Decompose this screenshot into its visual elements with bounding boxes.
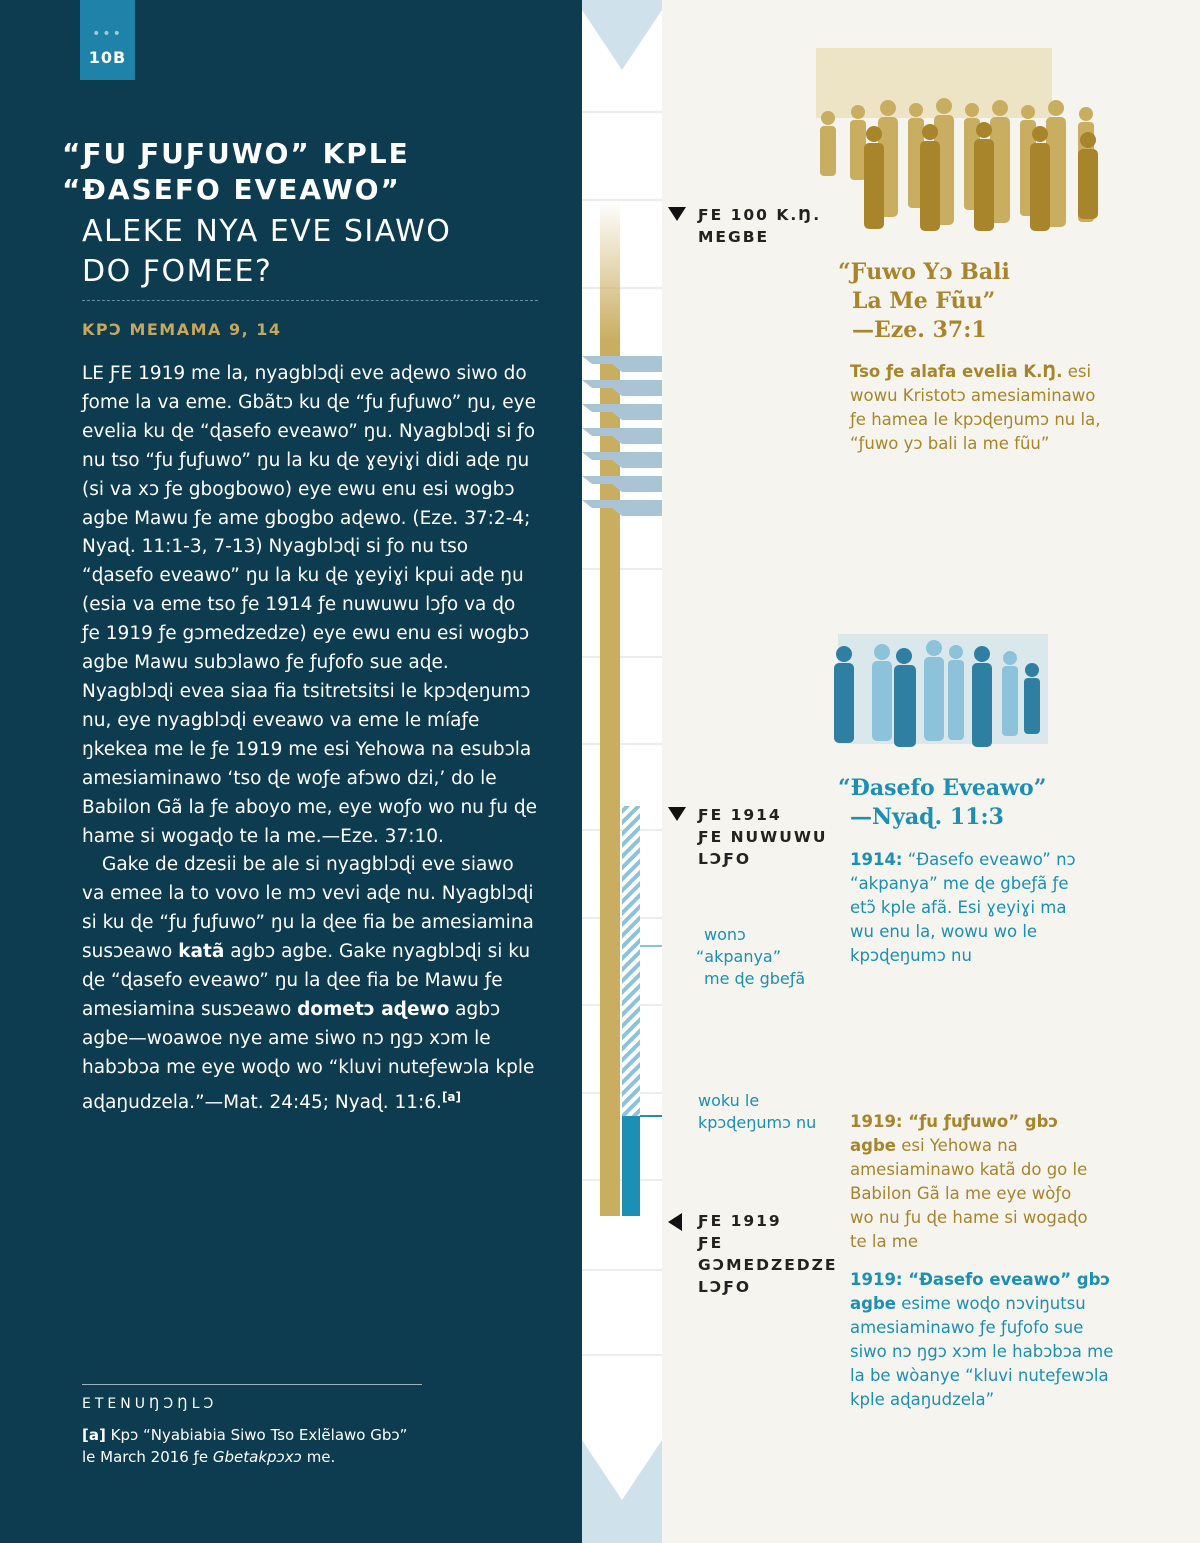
witnesses-title-line: “Ɖasefo Eveawo”	[838, 775, 1047, 801]
sackcloth-label-line: “akpanya”	[696, 947, 782, 966]
paragraph-reference: KPƆ MEMAMA 9, 14	[82, 320, 282, 339]
timeline-gold-fade	[600, 200, 620, 340]
marker-label: ƑE 100 K.Ŋ.	[698, 206, 822, 224]
witnesses-desc-bold: 1914:	[850, 850, 903, 869]
body-paragraph-2	[82, 851, 538, 1117]
witnesses-description	[850, 848, 1080, 968]
footnote-item	[82, 1424, 422, 1468]
emphasis-all: katã	[178, 941, 225, 963]
title-line-2: “ƉASEFO EVEAWO”	[62, 173, 401, 206]
witnesses-illustration	[822, 630, 1062, 750]
timeline-strip	[582, 0, 662, 1543]
subtitle-line-2: DO ƑOMEE?	[82, 254, 273, 289]
witnesses-1919-bold: agbe	[850, 1294, 896, 1313]
witnesses-desc-text: “Ɖasefo eveawo” nɔ “akpanya” me ɖe gbeƒã ƒe etɔ̃ kple afã. Esi ɣeyiɣi ma wu enu la, wowu wo le kpɔɖeŋumɔ nu	[850, 850, 1076, 965]
tab-dots: •••	[92, 26, 123, 42]
sackcloth-label-line: me ɖe gbeƒã	[704, 969, 806, 988]
marker-label: LƆƑO	[698, 1278, 752, 1296]
article-panel	[0, 0, 582, 1543]
bones-1919-bold: 1919: “ƒu ƒuƒuwo” gbɔ agbe	[850, 1112, 1059, 1155]
page-subtitle	[82, 212, 451, 292]
witnesses-scripture: —Nyaɖ. 11:3	[850, 804, 1004, 830]
bones-title	[838, 258, 1010, 345]
marker-label: ƑE 1914	[698, 806, 782, 824]
timeline-gold-bar	[600, 340, 620, 1216]
marker-label: LƆƑO	[698, 850, 752, 868]
body-text-run: agbɔ agbe—woawoe nye ame siwo nɔ ŋgɔ xɔm le habɔbɔa me eye woɖo wo “kluvi nuteƒewɔla kple aɖaŋudzela.”—Mat. 24:45; Nyaɖ. 11:6.	[82, 998, 535, 1113]
timeline-background	[582, 0, 662, 1543]
bones-1919-event	[850, 1110, 1100, 1254]
killed-label-line: woku le	[698, 1091, 760, 1110]
footnote-link[interactable]: [a]	[441, 1089, 462, 1104]
killed-label	[698, 1090, 816, 1134]
footnote-text: Kpɔ “Nyabiabia Siwo Tso Exlẽlawo Gbɔ” le March 2016 ƒe	[82, 1426, 408, 1466]
article-body	[82, 360, 538, 1118]
footnote-publication: Gbetakpɔxɔ	[212, 1448, 302, 1466]
emphasis-some: dometɔ aɖewo	[297, 998, 450, 1020]
witnesses-1919-text: esime woɖo nɔviŋutsu amesiaminawo ƒe ƒuƒofo sue siwo nɔ ŋgɔ xɔm le habɔbɔa me la be wòanye “kluvi nuteƒewɔla kple aɖaŋudzela”	[850, 1294, 1114, 1409]
tab-label: 10B	[88, 48, 127, 67]
sackcloth-label	[696, 924, 805, 990]
down-triangle-icon	[668, 207, 686, 221]
marker-label: ƑE	[698, 1234, 724, 1252]
body-text-run: Gake de dzesii be ale si nyagblɔɖi eve siawo va emee la to vovo le mɔ vevi aɖe nu. Nyagblɔɖi si ku ɖe “ƒu ƒuƒuwo” ŋu la ɖee fia be amesiamina susɔeawo	[82, 854, 534, 963]
marker-label: GƆMEDZEDZE	[698, 1256, 838, 1274]
killed-label-line: kpɔɖeŋumɔ nu	[698, 1113, 817, 1132]
body-paragraph-1: LE ƑE 1919 me la, nyagblɔɖi eve aɖewo siwo do ƒome la va eme. Gbãtɔ ku ɖe “ƒu ƒuƒuwo” ŋu, eye evelia ku ɖe “ɖasefo eveawo” ŋu. Nyagblɔɖi si ƒo nu tso “ƒu ƒuƒuwo” ŋu la ku ɖe ɣeyiɣi didi aɖe ŋu (si va xɔ ƒe gbogbowo) eye ewu enu esi wogbɔ agbe Mawu ƒe ame gbogbo aɖewo. (Eze. 37:2-4; Nyaɖ. 11:1-3, 7-13) Nyagblɔɖi si ƒo nu tso “ɖasefo eveawo” ŋu la ku ɖe ɣeyiɣi kpui aɖe ŋu (esia va eme tso ƒe 1914 ƒe nuwuwu lɔƒo va ɖo ƒe 1919 ƒe gɔmedzedze) eye ewu enu esi wogbɔ agbe Mawu subɔlawo ƒe ƒuƒofo sue aɖe. Nyagblɔɖi evea siaa fia tsitretsitsi le kpɔɖeŋumɔ nu, eye nyagblɔɖi eveawo va eme le míaƒe ŋkekea me le ƒe 1919 me esi Yehowa na esubɔla amesiaminawo ‘tso ɖe woƒe afɔwo dzi,’ do le Babilon Gã la ƒe aboyo me, eye woƒo wo nu ƒu ɖe hame si wogaɖo te la me.—Eze. 37:10.	[82, 363, 538, 847]
marker-label: ƑE NUWUWU	[698, 828, 828, 846]
bones-1919-text: esi Yehowa na amesiaminawo katã do go le Babilon Gã la me eye wòƒo wo nu ƒu ɖe hame si wogaɖo te la me	[850, 1136, 1088, 1251]
bones-description	[850, 360, 1110, 456]
marker-label: ƑE 1919	[698, 1212, 782, 1230]
footnote-divider	[82, 1384, 422, 1385]
timeline-killed-period	[622, 1116, 640, 1216]
witnesses-1919-bold: 1919: “Ɖasefo eveawo” gbɔ	[850, 1270, 1111, 1289]
down-triangle-icon	[668, 807, 686, 821]
title-line-1: “ƑU ƑUƑUWO” KPLE	[62, 137, 410, 170]
left-triangle-icon	[668, 1213, 682, 1231]
bones-title-line: La Me Fũu”	[852, 288, 996, 314]
footnote-ref: [a]	[82, 1426, 106, 1444]
bones-desc-bold: Tso ƒe alafa evelia K.Ŋ.	[850, 362, 1063, 381]
crowd-illustration	[788, 48, 1108, 234]
footnote-text: me.	[301, 1448, 336, 1466]
bones-title-line: “Ƒuwo Yɔ Bali	[838, 259, 1010, 285]
marker-label: MEGBE	[698, 228, 770, 246]
witnesses-1919-event	[850, 1268, 1120, 1412]
sackcloth-label-line: wonɔ	[704, 925, 746, 944]
body-text-run: agbɔ agbe. Gake nyagblɔɖi si ku ɖe “ɖasefo eveawo” ŋu la ɖee fia be Mawu ƒe amesiamina susɔeawo	[82, 941, 531, 1020]
subtitle-line-1: ALEKE NYA EVE SIAWO	[82, 214, 452, 249]
bones-scripture: —Eze. 37:1	[852, 317, 987, 343]
page-title	[62, 136, 410, 208]
dashed-divider	[82, 300, 538, 301]
section-tab	[80, 0, 135, 80]
bones-desc-text: esi wowu Kristotɔ amesiaminawo ƒe hamea le kpɔɖeŋumɔ nu la, “ƒuwo yɔ bali la me fũu”	[850, 362, 1101, 453]
witnesses-title	[838, 774, 1046, 832]
timeline-sackcloth-period	[622, 806, 640, 1116]
footnotes-heading: ETENUŊƆŊLƆ	[82, 1396, 218, 1412]
